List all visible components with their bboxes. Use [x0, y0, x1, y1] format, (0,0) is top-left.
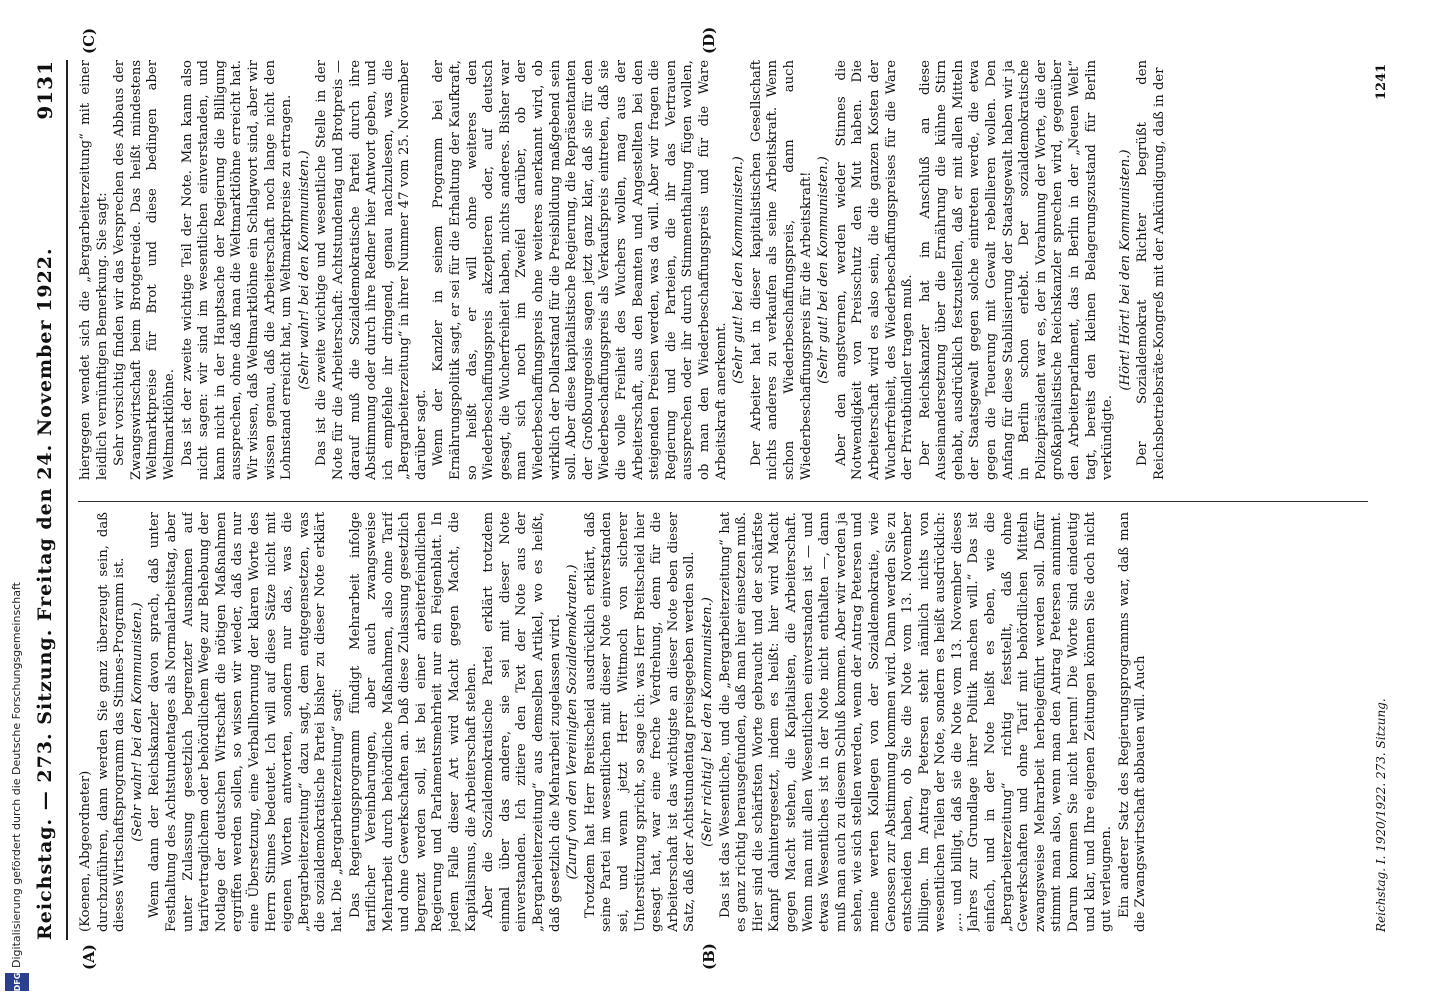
text-column-left [78, 512, 1368, 932]
page-number: 9131 [33, 60, 57, 120]
interjection: (Zuruf von den Vereinigten Sozialdemokraten.) [565, 564, 581, 880]
interjection: (Sehr gut! bei den Kommunisten.) [731, 156, 747, 384]
interjection: (Sehr wahr! bei den Kommunisten.) [296, 150, 312, 390]
interjection: (Hört! Hört! bei den Kommunisten.) [1117, 149, 1133, 391]
margin-marker-c: (C) [80, 27, 98, 54]
page-title: Reichstag. — 273. Sitzung. Freitag den 24. November 1922. [34, 247, 56, 940]
footer-page-number: 1241 [1374, 63, 1389, 100]
footer-citation: Reichstag. I. 1920/1922. 273. Sitzung. [1374, 698, 1388, 932]
paragraph: durchzuführen, dann werden Sie ganz überzeugt sein, daß dieses Wirtschaftsprogramm das Stinnes-Programm ist. [95, 512, 128, 932]
page-header [28, 60, 62, 940]
paragraph: Trotzdem hat Herr Breitscheid ausdrücklich erklärt, daß seine Partei im wesentlichen mit dieser Note einverstanden sei, und wenn jetzt Herr Wittmoch von sicherer Unterstützung spricht, so sage ich: was Herr Breitscheid hier gesagt hat, war eine freche Verdrehung, denn für die Arbeiterschaft ist das wichtigste an dieser Note eben dieser Satz, daß der Achtstundentag preisgegeben werden soll. [582, 512, 698, 932]
paragraph: Der Arbeiter hat in dieser kapitalistischen Gesellschaft nichts anderes zu verkaufen als seine Arbeitskraft. Wenn schon Wiederbeschaffungspreis, dann auch Wiederbeschaffungspreis für die Arbeitskraft! [748, 60, 814, 480]
paragraph: hiergegen wendet sich die „Bergarbeiterzeitung“ mit einer leidlich vernünftigen Bemerkung. Sie sagt: [78, 60, 110, 480]
paragraph: Aber die Sozialdemokratische Partei erklärt trotzdem einmal über das andere, sie sei mit dieser Note einverstanden. Ich zitiere den Text der Note aus der „Bergarbeiterzeitung“ aus demselben Artikel, wo es heißt, daß gesetzlich die Mehrarbeit zugelassen wird. [481, 512, 563, 932]
paragraph: (Koenen, Abgeordneter) [78, 770, 93, 932]
margin-marker-b: (B) [700, 943, 718, 970]
paragraph: Aber den angstvernen, werden wieder Stinnes die Notwendigkeit von Preisschutz den Mut haben. Die Arbeiterschaft wird es also sein, die die ganzen Kosten der Wucherfreiheit, des Wiederbeschaffungspreises für die Ware der Privatbündler tragen muß. [833, 60, 916, 480]
paragraph: Das Regierungsprogramm fündigt Mehrarbeit infolge tariflicher Vereinbarungen, aber auch zwangsweise Mehrarbeit durch behördliche Maßnahmen, also ohne Tarif und ohne Gewerkschaften an. Daß diese Zulassung gesetzlich begrenzt werden soll, ist bei einer arbeiterfeindlichen Regierung und Parlamentsmehrheit nur ein Feigenblatt. In jedem Falle dieser Art wird Macht gegen Macht, die Kapitalismus, die Arbeiterschaft stehen. [347, 512, 479, 932]
interjection: (Sehr gut! bei den Kommunisten.) [816, 156, 832, 384]
margin-marker-d: (D) [700, 26, 718, 54]
paragraph: Der Reichskanzler hat im Anschluß an diese Auseinandersetzung über die Ernährung die kühne Stirn gehabt, ausdrücklich festzustellen, daß er mit allen Mitteln der Staatsgewalt gegen solche eintreten werde, die etwa gegen die Teuerung mit Gewalt rebellieren wollen. Den Anfang für diese Stabilisierung der Staatsgewalt haben wir ja in Berlin schon erlebt. Der sozialdemokratische Polizeipräsident war es, der in Vorahnung der Worte, die der großkapitalistische Reichskanzler sprechen wird, gegenüber den Arbeiterparlament, das in Berlin in der „Neuen Welt“ tagt, bereits den kleinen Belagerungszustand für Berlin verkündigte. [917, 60, 1116, 480]
paragraph: Das ist das Wesentliche, und die „Bergarbeiterzeitung“ hat es ganz richtig herausgefunden, daß man hier einsetzen muß. Hier sind die schärfsten Worte gebraucht und der schärfste Kampf dahintergesetzt, indem es heißt: hier wird Macht gegen Macht stehen, die Kapitalisten, die Arbeiterschaft. Wenn man mit allen Wesentlichen einverstanden ist — und etwas Wesentliches ist in der Note nicht enthalten —, dann muß man auch zu diesem Schluß kommen. Aber wir werden ja sehen, wie sich stellen werden, wenn der Antrag Petersen und meine werten Kollegen von der Sozialdemokratie, wie Genossen zur Abstimmung kommen wird. Dann werden Sie zu entscheiden haben, ob Sie die Note vom 13. November billigen. Im Antrag Petersen steht nämlich nichts von wesentlichen Teilen der Note, sondern es heißt ausdrücklich: „... und billigt, daß sie die Note vom 13. November dieses Jahres zur Grundlage ihrer Politik machen will.“ Das ist einfach, und in der Note heißt es eben, wie die „Bergarbeiterzeitung“ richtig feststellt, daß ohne Gewerkschaften und ohne Tarif mit behördlichen Mitteln zwangsweise Mehrarbeit herbeigeführt werden soll. Dafür stimmt man also, wenn man den Antrag Petersen annimmt. Darum kommen Sie nicht herum! Die Worte sind eindeutig und klar, und Ihre eigenen Zeitungen können Sie doch nicht gut verleugnen. [717, 512, 1115, 932]
margin-marker-a: (A) [80, 944, 98, 970]
column-divider [78, 501, 1368, 502]
interjection: (Sehr richtig! bei den Kommunisten.) [699, 597, 715, 847]
paragraph: Wenn der Kanzler in seinem Programm bei der Ernährungspolitik sagt, er sei für die Erhaltung der Kaufkraft, so heißt das, er will ohne weiteres den Wiederbeschaffungspreis akzeptieren oder, auf deutsch gesagt, die Wucherfreiheit haben, nichts anderes. Bisher war man sich noch im Zweifel darüber, ob der Wiederbeschaffungspreis ohne weiteres anerkannt wird, ob wirklich der Dollarstand für die Preisbildung maßgebend sein soll. Aber diese kapitalistische Regierung, die Repräsentanten der Großbourgeoisie sagen jetzt ganz klar, daß sie für den Wiederbeschaffungspreis als Verkaufspreis eintreten, daß sie die volle Freiheit des Wuchers wollen, mag aus der Arbeiterschaft, aus den Beamten und Angestellten bei den steigenden Preisen werden, was da will. Aber wir fragen die Regierung und die Parteien, die ihr das Vertrauen aussprechen oder ihr durch Stimmenthaltung fügen wollen, ob man den Wiederbeschaffungspreis und für die Ware Arbeitskraft anerkennt. [431, 60, 729, 480]
dfg-logo-icon: DFG [5, 973, 29, 991]
paragraph: Das ist der zweite wichtige Teil der Note. Man kann also nicht sagen: wir sind im wesentlichen einverstanden, und kann nicht in der Hauptsache der Regierung die Billigung aussprechen, ohne daß man die Weltmarktlöhne erreicht hat. Wir wissen, daß Weltmarktlöhne ein Schlagwort sind, aber wir wissen genau, daß die Arbeiterschaft noch lange nicht den Lohnstand erreicht hat, um Weltmarktpreise zu ertragen. [179, 60, 295, 480]
attribution-text: Digitalisierung gefördert durch die Deutsche Forschungsgemeinschaft [10, 582, 23, 968]
paragraph: Sehr vorsichtig finden wir das Versprechen des Abbaus der Zwangswirtschaft beim Brotgetreide. Das heißt mindestens Weltmarktpreise für Brot und diese bedingen aber Weltmarktlöhne. [112, 60, 177, 480]
paragraph: Der Sozialdemokrat Richter begrüßt den Reichsbetriebsräte-Kongreß mit der Ankündigung, daß in der [1135, 60, 1167, 480]
header-rule [66, 60, 68, 940]
paragraph: Wenn dann der Reichskanzler davon sprach, daß unter Festhaltung des Achtstundentages als Normalarbeitstag, aber unter Zulassung gesetzlich begrenzter Ausnahmen auf tarifvertraglichem oder behördlichem Wege zur Behebung der Notlage der deutschen Wirtschaft die nötigen Maßnahmen ergriffen werden sollen, so wissen wir wieder, daß das nur eine Übersetzung, eine Verballhornung der klaren Worte des Herrn Stinnes bedeutet. Ich will auf diese Sätze nicht mit eigenen Worten antworten, sondern nur das, was die „Bergarbeiterzeitung“ dazu sagt, dem entgegensetzen, was die sozialdemokratische Partei bisher zu dieser Note erklärt hat. Die „Bergarbeiterzeitung“ sagt: [147, 512, 345, 932]
text-column-right [78, 60, 1368, 480]
paragraph: Das ist die zweite wichtige und wesentliche Stelle in der Note für die Arbeiterschaft: Achtstundentag und Brotpreis — darauf muß die Sozialdemokratische Partei durch ihre Abstimmung oder durch ihre Redner hier Antwort geben, und ich empfehle ihr dringend, genau nachzulesen, was die „Bergarbeiterzeitung“ in ihrer Nummer 47 vom 25. November darüber sagt. [314, 60, 429, 480]
interjection: (Sehr wahr! bei den Kommunisten.) [129, 602, 145, 842]
paragraph: Ein anderer Satz des Regierungsprogramms war, daß man die Zwangswirtschaft abbauen will. Auch [1116, 512, 1149, 932]
